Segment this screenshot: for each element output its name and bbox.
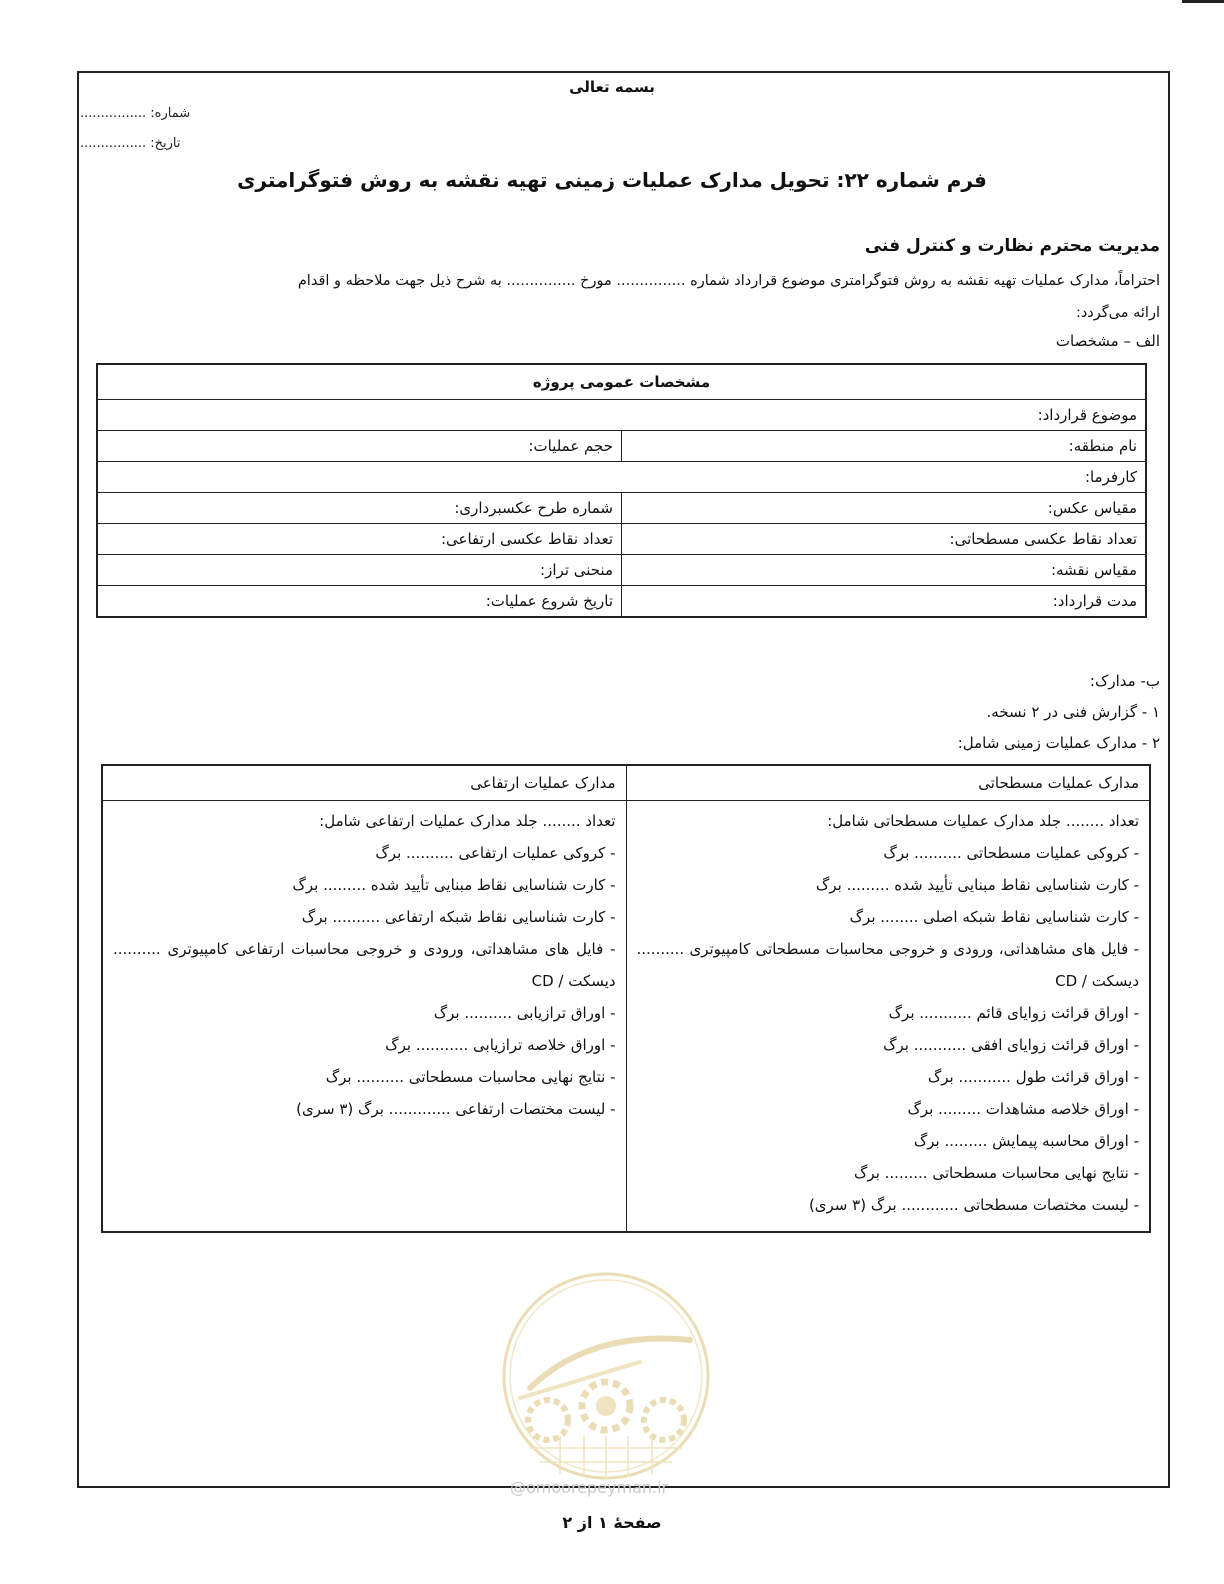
contract-subject-cell: موضوع قرارداد: xyxy=(97,400,1146,431)
document-item: - اوراق محاسبه پیمایش ......... برگ xyxy=(913,1132,1139,1150)
watermark-url: @omoorepeyman.ir xyxy=(510,1478,669,1497)
document-item: - لیست مختصات ارتفاعی ............. برگ (۳ سری) xyxy=(296,1100,616,1118)
form-title: فرم شماره ۲۲: تحویل مدارک عملیات زمینی تهیه نقشه به روش فتوگرامتری xyxy=(237,168,987,192)
planimetric-points-cell: تعداد نقاط عکسی مسطحاتی: xyxy=(622,524,1147,555)
document-item: - کارت شناسایی نقاط مبنایی تأیید شده ......... برگ xyxy=(815,876,1139,894)
document-item: - اوراق خلاصه مشاهدات ......... برگ xyxy=(907,1100,1139,1118)
document-item: - کروکی عملیات ارتفاعی .......... برگ xyxy=(375,844,616,862)
date-dots: ................ xyxy=(80,136,147,151)
region-name-cell: نام منطقه: xyxy=(622,431,1147,462)
documents-table xyxy=(101,764,1151,1233)
bismillah-heading: بسمه تعالی xyxy=(569,78,655,96)
contour-interval-cell: منحنی تراز: xyxy=(97,555,622,586)
top-edge-mark xyxy=(1182,0,1224,3)
intro-line-2: ارائه می‌گردد: xyxy=(1075,305,1160,321)
document-item: - کارت شناسایی نقاط شبکه ارتفاعی .......... برگ xyxy=(301,908,616,926)
map-scale-cell: مقیاس نقشه: xyxy=(622,555,1147,586)
start-date-cell: تاریخ شروع عملیات: xyxy=(97,586,622,618)
planimetric-docs-header: مدارک عملیات مسطحاتی xyxy=(626,765,1150,801)
height-points-cell: تعداد نقاط عکسی ارتفاعی: xyxy=(97,524,622,555)
document-item: - کارت شناسایی نقاط مبنایی تأیید شده ......... برگ xyxy=(292,876,616,894)
date-label: تاریخ: xyxy=(150,136,181,151)
section-b-item-1: ۱ - گزارش فنی در ۲ نسخه. xyxy=(986,703,1160,721)
addressee: مدیریت محترم نظارت و کنترل فنی xyxy=(864,236,1160,256)
date-field xyxy=(80,136,240,151)
flight-plan-number-cell: شماره طرح عکسبرداری: xyxy=(97,493,622,524)
number-field xyxy=(80,106,240,121)
photo-scale-cell: مقیاس عکس: xyxy=(622,493,1147,524)
document-item: - اوراق قرائت زوایای قائم ........... برگ xyxy=(888,1004,1139,1022)
document-item: تعداد ........ جلد مدارک عملیات مسطحاتی شامل: xyxy=(827,812,1139,830)
employer-cell: کارفرما: xyxy=(97,462,1146,493)
number-label: شماره: xyxy=(150,106,191,121)
section-b-item-2: ۲ - مدارک عملیات زمینی شامل: xyxy=(957,734,1160,752)
document-item: - کارت شناسایی نقاط شبکه اصلی ........ برگ xyxy=(849,908,1139,926)
section-a-label: الف – مشخصات xyxy=(1055,332,1160,350)
document-item: - اوراق ترازیابی .......... برگ xyxy=(433,1004,616,1022)
intro-line-1: احتراماً، مدارک عملیات تهیه نقشه به روش فتوگرامتری موضوع قرارداد شماره ............... مورخ ............... به شرح ذیل جهت ملاحظه و اقدام xyxy=(297,273,1160,289)
document-item: - اوراق قرائت طول ........... برگ xyxy=(927,1068,1139,1086)
document-item: - نتایج نهایی محاسبات مسطحاتی ......... برگ xyxy=(854,1164,1139,1182)
document-item: - فایل های مشاهداتی، ورودی و خروجی محاسبات ارتفاعی کامپیوتری .......... دیسکت / CD xyxy=(113,940,616,990)
number-dots: ................ xyxy=(80,106,147,121)
document-item: - اوراق خلاصه ترازیابی ........... برگ xyxy=(385,1036,616,1054)
document-item: - اوراق قرائت زوایای افقی ........... برگ xyxy=(883,1036,1139,1054)
document-item: - کروکی عملیات مسطحاتی .......... برگ xyxy=(883,844,1139,862)
organization-seal xyxy=(500,1270,712,1482)
document-item: - لیست مختصات مسطحاتی ............ برگ (۳ سری) xyxy=(808,1196,1139,1214)
document-item: - فایل های مشاهداتی، ورودی و خروجی محاسبات مسطحاتی کامپیوتری .......... دیسکت / CD xyxy=(636,940,1139,990)
document-item: - نتایج نهایی محاسبات مسطحاتی .......... برگ xyxy=(325,1068,616,1086)
document-item: تعداد ........ جلد مدارک عملیات ارتفاعی شامل: xyxy=(319,812,616,830)
section-b-label: ب- مدارک: xyxy=(1089,672,1160,690)
project-specs-table xyxy=(96,363,1147,618)
contract-duration-cell: مدت قرارداد: xyxy=(622,586,1147,618)
specs-table-title: مشخصات عمومی پروژه xyxy=(97,364,1146,400)
page-number: صفحهٔ ۱ از ۲ xyxy=(562,1513,662,1532)
planimetric-docs-column xyxy=(626,801,1150,1233)
operations-volume-cell: حجم عملیات: xyxy=(97,431,622,462)
height-docs-header: مدارک عملیات ارتفاعی xyxy=(102,765,626,801)
height-docs-column xyxy=(102,801,626,1233)
